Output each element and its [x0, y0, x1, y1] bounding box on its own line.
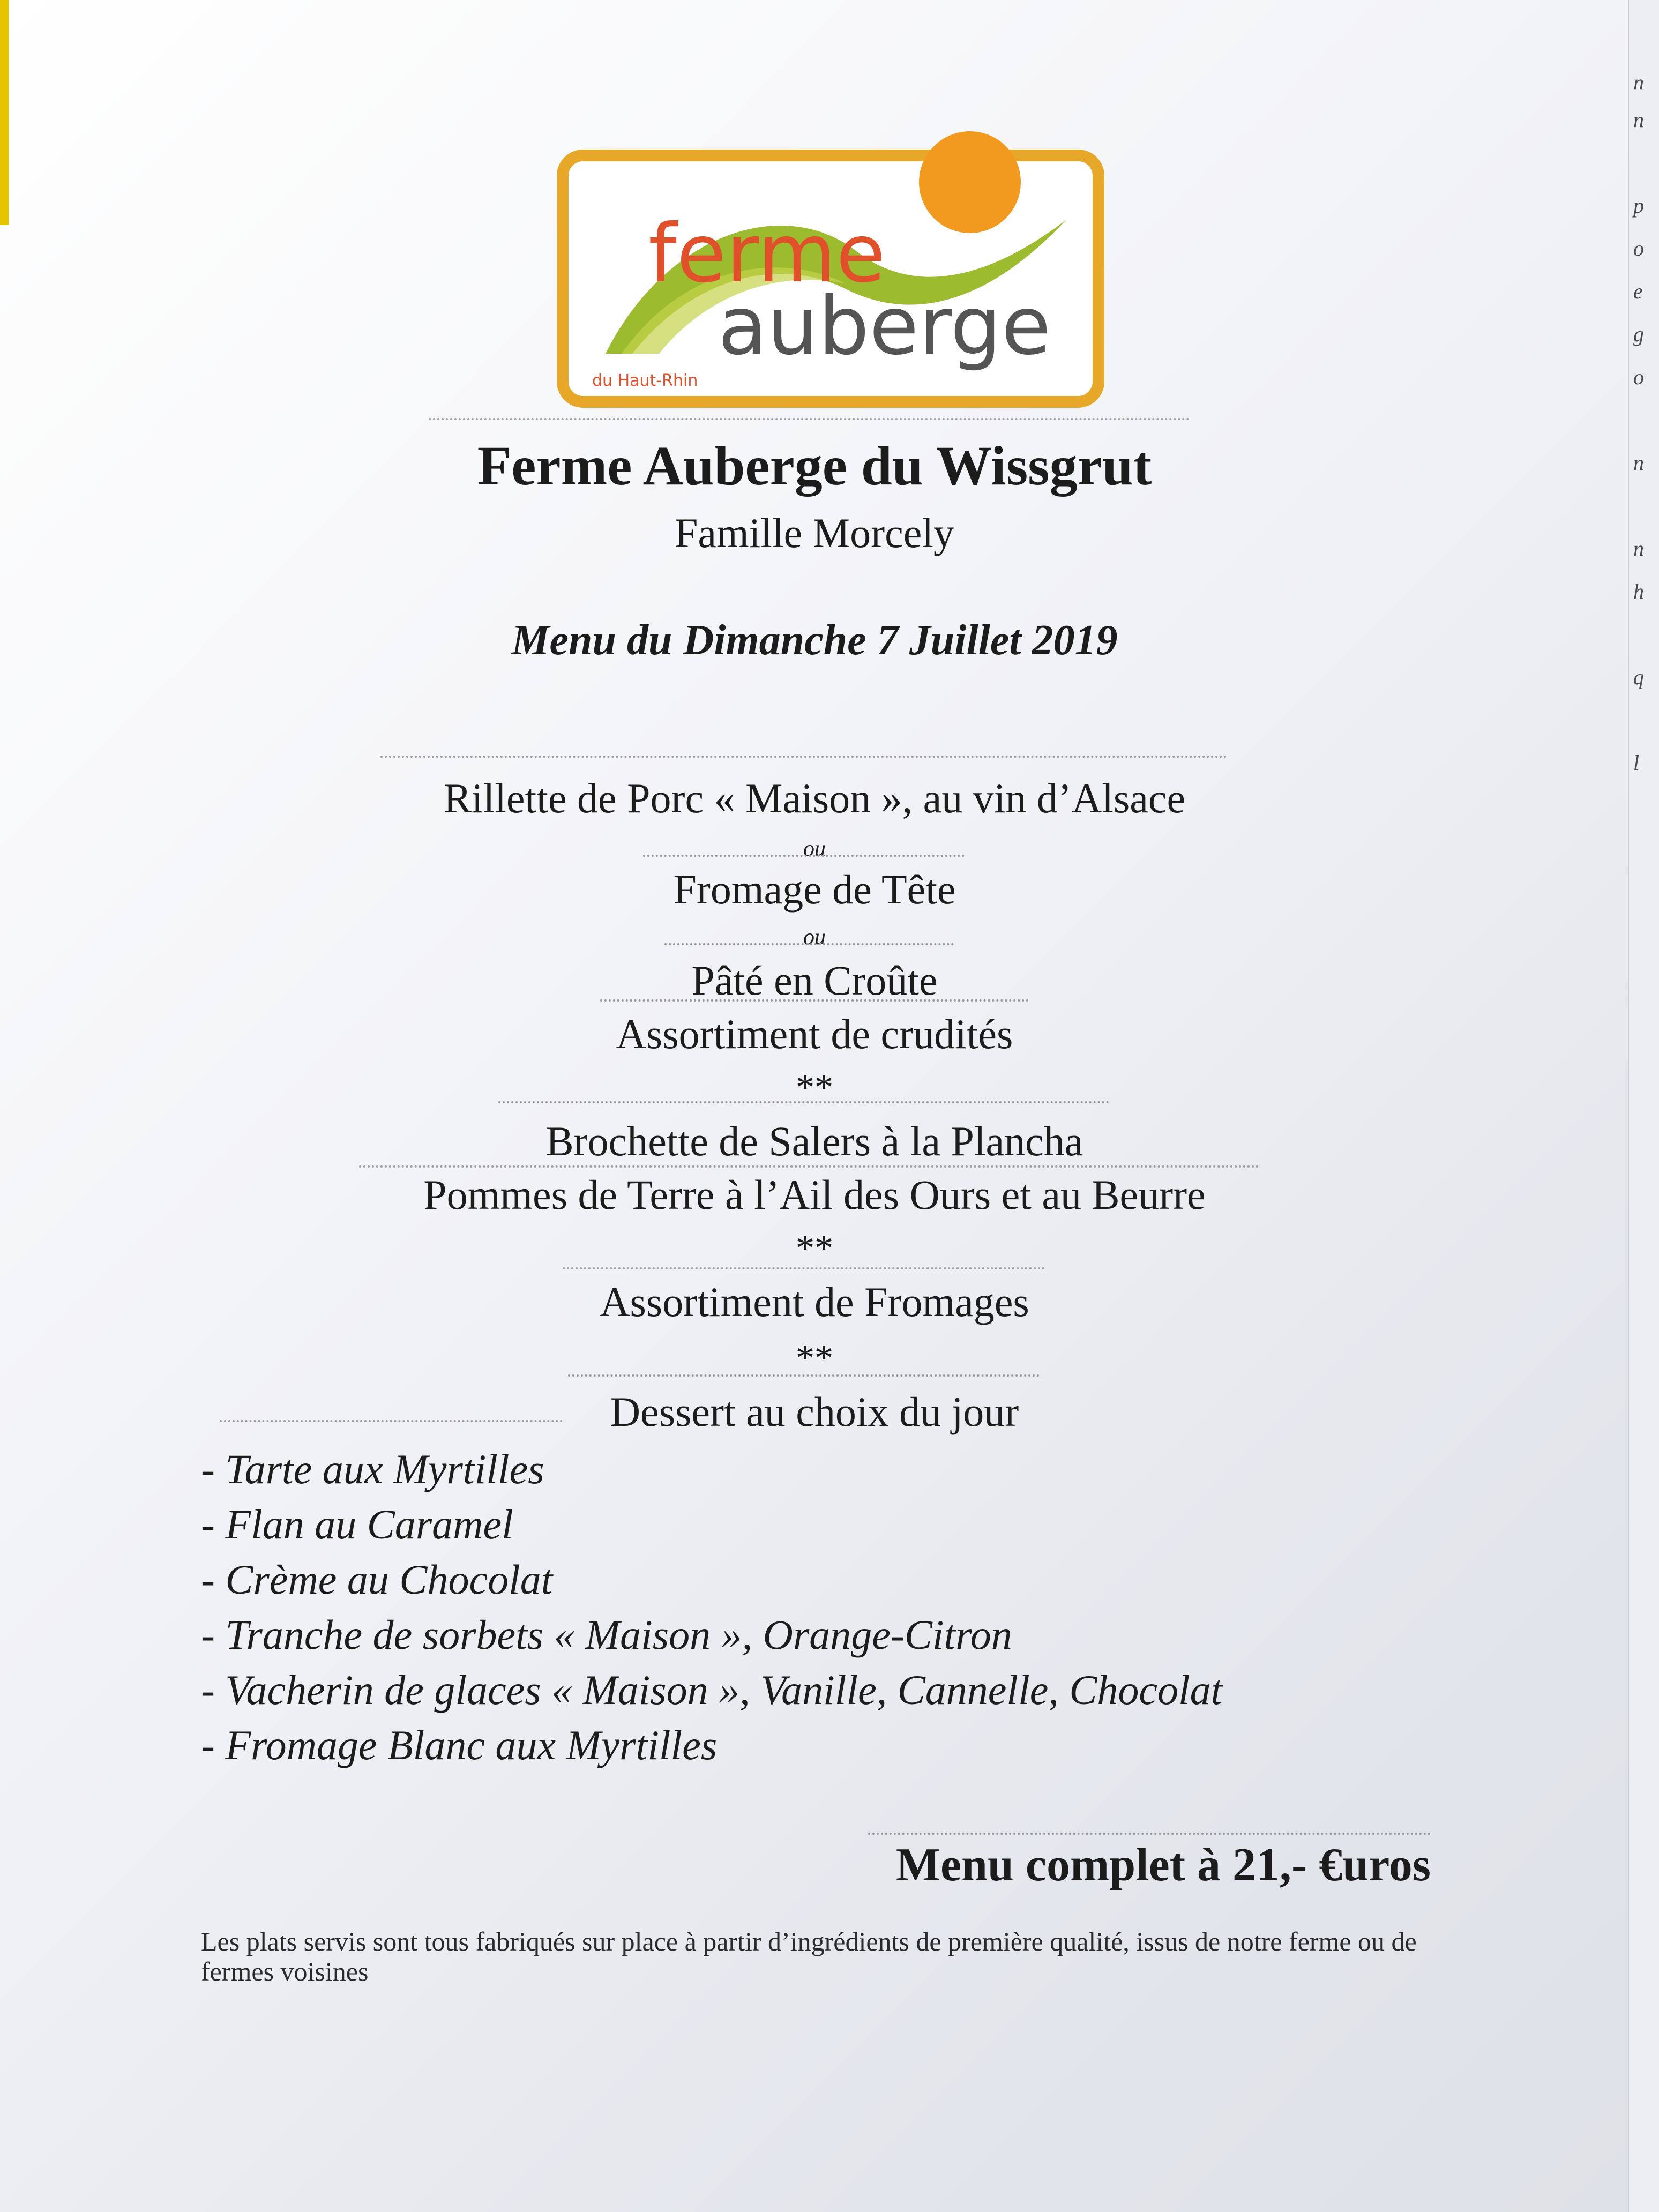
- adjacent-page-edge: n n p o e g o n n h q l: [1628, 0, 1659, 2212]
- menu-price: Menu complet à 21,- €uros: [895, 1839, 1431, 1891]
- dessert-item: - Tranche de sorbets « Maison », Orange-Citron: [201, 1611, 1012, 1658]
- ferme-auberge-logo: [557, 129, 1109, 413]
- menu-date: Menu du Dimanche 7 Juillet 2019: [511, 617, 1118, 664]
- footer-note: Les plats servis sont tous fabriqués sur place à partir d’ingrédients de première qualité, issus de notre ferme ou de fermes voisines: [201, 1926, 1417, 1986]
- dessert-item: - Fromage Blanc aux Myrtilles: [201, 1722, 718, 1768]
- dessert-item: - Tarte aux Myrtilles: [201, 1446, 544, 1492]
- starter-3: Pâté en Croûte: [691, 957, 938, 1004]
- main-course: Brochette de Salers à la Plancha: [545, 1118, 1083, 1164]
- restaurant-title: Ferme Auberge du Wissgrut: [477, 435, 1152, 497]
- dessert-item: - Flan au Caramel: [201, 1501, 513, 1548]
- side-crudites: Assortiment de crudités: [616, 1011, 1013, 1057]
- dessert-title: Dessert au choix du jour: [610, 1388, 1019, 1435]
- course-separator-2: **: [796, 1228, 833, 1269]
- cheese-course: Assortiment de Fromages: [600, 1279, 1029, 1325]
- course-separator-3: **: [796, 1337, 833, 1379]
- dessert-list: [201, 1441, 1222, 1773]
- course-separator-1: **: [796, 1067, 833, 1108]
- dessert-item: - Vacherin de glaces « Maison », Vanille, Cannelle, Chocolat: [201, 1667, 1223, 1713]
- dessert-item: - Crème au Chocolat: [201, 1556, 553, 1603]
- svg-text:auberge: auberge: [718, 280, 1051, 373]
- family-name: Famille Morcely: [674, 510, 955, 556]
- starter-1: Rillette de Porc « Maison », au vin d’Alsace: [443, 775, 1186, 821]
- starter-2: Fromage de Tête: [673, 866, 956, 913]
- svg-text:ferme: ferme: [648, 207, 886, 301]
- yellow-edge: [0, 0, 9, 225]
- side-potatoes: Pommes de Terre à l’Ail des Ours et au Beurre: [423, 1171, 1206, 1218]
- or-separator-2: ou: [803, 925, 826, 950]
- or-separator-1: ou: [803, 836, 826, 861]
- svg-text:du Haut-Rhin: du Haut-Rhin: [592, 371, 698, 390]
